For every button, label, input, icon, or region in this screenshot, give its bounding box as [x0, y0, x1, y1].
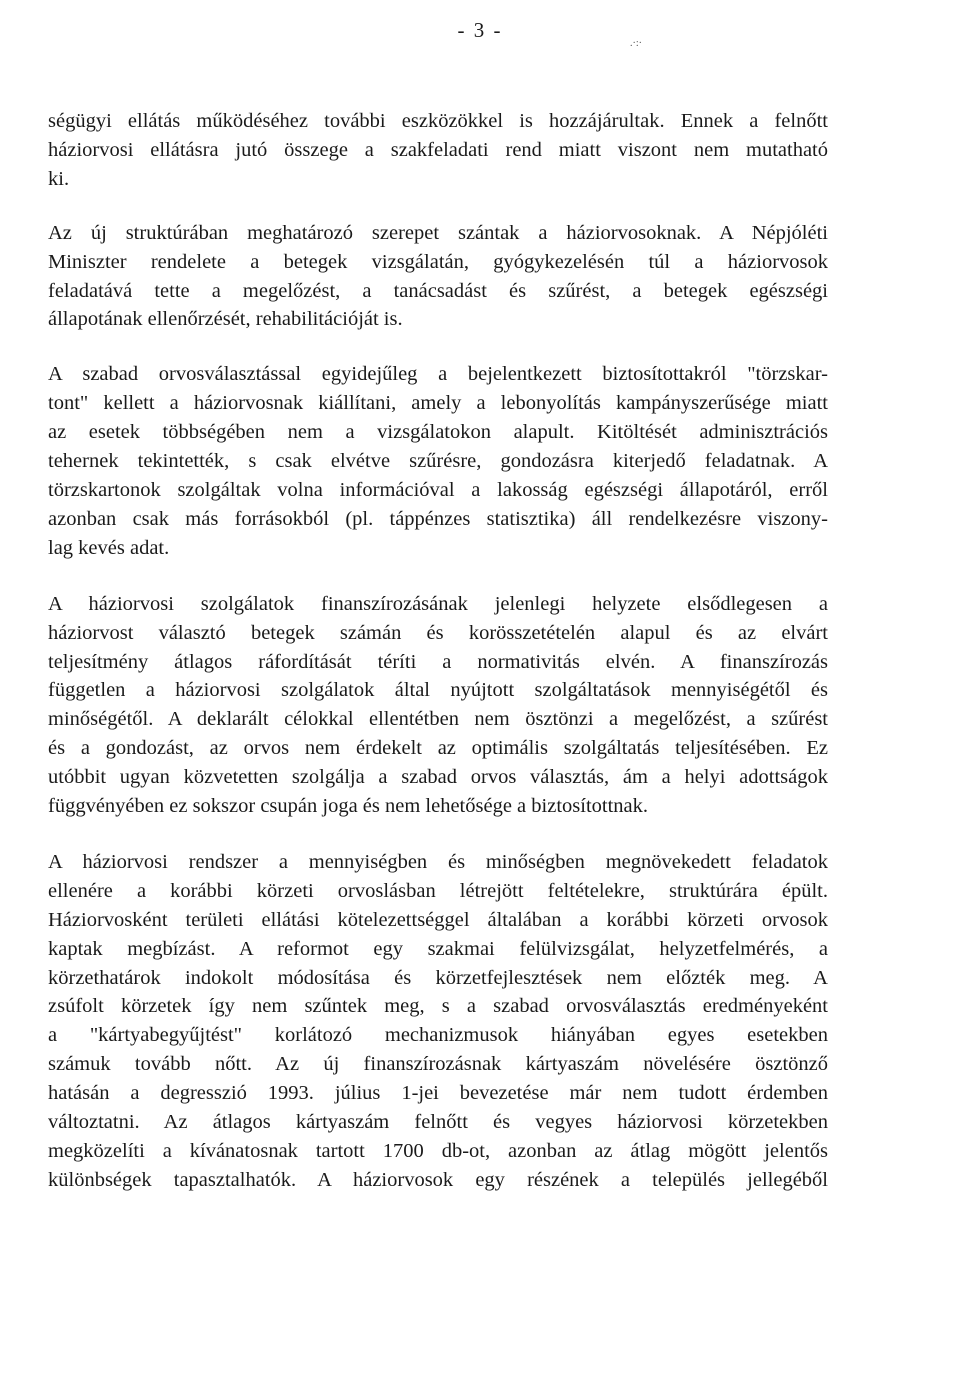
text-line: A szabad orvosválasztással egyidejűleg a bejelentkezett biztosítottakról "törzskar- — [48, 363, 828, 386]
text-line: A háziorvosi szolgálatok finanszírozásának jelenlegi helyzete elsődlegesen a — [48, 592, 828, 615]
text-line: Miniszter rendelete a betegek vizsgálatán, gyógykezelésén túl a háziorvosok — [48, 250, 828, 273]
text-line: független a háziorvosi szolgálatok által nyújtott szolgáltatások mennyiségétől és — [48, 679, 828, 702]
text-line: különbségek tapasztalhatók. A háziorvosok egy részének a település jellegéből — [48, 1168, 828, 1191]
text-line: feladatává tette a megelőzést, a tanácsadást és szűrést, a betegek egészségi — [48, 279, 828, 302]
text-line: és a gondozást, az orvos nem érdekelt az optimális szolgáltatás teljesítésében. Ez — [48, 737, 828, 760]
text-line: tehernek tekintették, s csak elvétve szűrésre, gondozásra kiterjedő feladatnak. A — [48, 450, 828, 473]
text-line: Háziorvosként területi ellátási kötelezettséggel általában a korábbi körzeti orvosok — [48, 908, 828, 931]
text-line: az esetek többségében nem a vizsgálatokon alapult. Kitöltését adminisztrációs — [48, 421, 828, 444]
text-line: állapotának ellenőrzését, rehabilitációját is. — [48, 308, 403, 331]
text-line: lag kevés adat. — [48, 536, 170, 559]
text-line: Az új struktúrában meghatározó szerepet szántak a háziorvosoknak. A Népjóléti — [48, 221, 828, 244]
text-line: törzskartonok szolgáltak volna információval a lakosság egészségi állapotáról, erről — [48, 478, 828, 501]
text-line: minőségétől. A deklarált célokkal ellentétben nem ösztönzi a megelőzést, a szűrést — [48, 708, 828, 731]
text-line: A háziorvosi rendszer a mennyiségben és minőségben megnövekedett feladatok — [48, 850, 828, 873]
text-line: ellenére a korábbi körzeti orvoslásban létrejött feltételekre, struktúrára épült. — [48, 879, 828, 902]
text-line: számuk tovább nőtt. Az új finanszírozásnak kártyaszám növelésére ösztönző — [48, 1053, 828, 1076]
text-line: ki. — [48, 167, 70, 190]
text-line: ségügyi ellátás működéséhez további eszközökkel is hozzájárultak. Ennek a felnőtt — [48, 110, 828, 132]
text-line: körzethatárok indokolt módosítása és körzetfejlesztések nem előzték meg. A — [48, 966, 828, 989]
text-line: változtatni. Az átlagos kártyaszám felnőtt és vegyes háziorvosi körzetekben — [48, 1111, 828, 1134]
text-line: utóbbit ugyan közvetetten szolgálja a szabad orvos választás, ám a helyi adottságok — [48, 766, 828, 789]
paragraph-4 — [48, 590, 828, 821]
page-number: - 3 - — [457, 18, 503, 42]
text-line: hatásán a degresszió 1993. július 1-jei bevezetése már nem tudott érdemben — [48, 1082, 828, 1105]
text-line: háziorvost választó betegek számán és korösszetételén alapul és az elvárt — [48, 621, 828, 644]
text-line: zsúfolt körzetek így nem szűntek meg, s a szabad orvosválasztás eredményeként — [48, 995, 828, 1018]
paragraph-1 — [48, 107, 828, 194]
text-line: azonban csak más forrásokból (pl. táppénzes statisztika) áll rendelkezésre viszony- — [48, 507, 828, 530]
text-line: háziorvosi ellátásra jutó összege a szakfeladati rend miatt viszont nem mutatható — [48, 138, 828, 161]
scan-speck: .·:· — [630, 38, 642, 49]
text-line: megközelíti a kívánatosnak tartott 1700 db-ot, azonban az átlag mögött jelentős — [48, 1140, 828, 1162]
paragraph-5 — [48, 848, 828, 1195]
text-line: teljesítmény átlagos ráfordítását téríti a normativitás elvén. A finanszírozás — [48, 650, 828, 673]
text-line: függvényében ez sokszor csupán joga és nem lehetősége a biztosítottnak. — [48, 795, 649, 818]
paragraph-2 — [48, 219, 828, 335]
text-line: a "kártyabegyűjtést" korlátozó mechanizmusok hiányában egyes esetekben — [48, 1024, 828, 1047]
text-line: tont" kellett a háziorvosnak kiállítani, amely a lebonyolítás kampányszerűsége miatt — [48, 392, 828, 415]
document-body — [48, 107, 828, 1195]
paragraph-3 — [48, 360, 828, 562]
text-line: kaptak megbízást. A reformot egy szakmai felülvizsgálat, helyzetfelmérés, a — [48, 937, 828, 960]
